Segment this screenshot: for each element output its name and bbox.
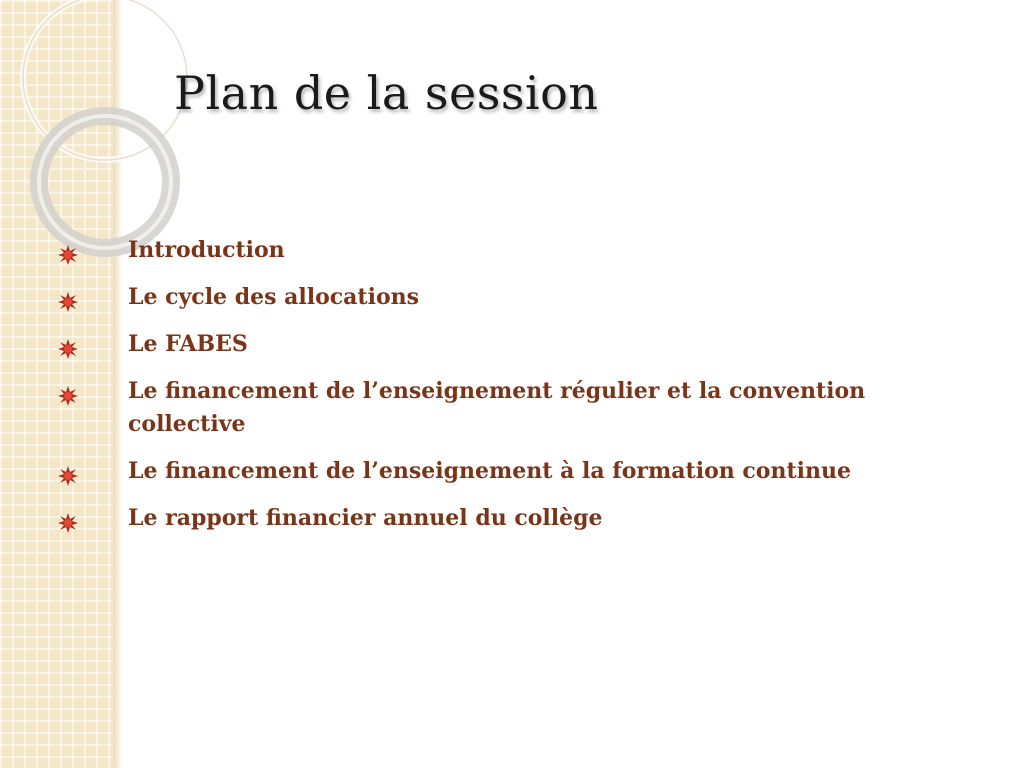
starburst-bullet-icon xyxy=(58,386,78,406)
agenda-item xyxy=(56,375,976,441)
agenda-item-text: Le financement de l’enseignement régulier et la convention collective xyxy=(128,378,866,437)
starburst-bullet-icon xyxy=(58,245,78,265)
starburst-bullet-icon xyxy=(58,466,78,486)
agenda-item xyxy=(56,328,976,361)
agenda-item-text: Le cycle des allocations xyxy=(128,284,420,310)
starburst-bullet-icon xyxy=(58,292,78,312)
agenda-item-text: Le financement de l’enseignement à la formation continue xyxy=(128,458,851,484)
starburst-bullet-icon xyxy=(58,339,78,359)
agenda-item xyxy=(56,234,976,267)
agenda-item xyxy=(56,281,976,314)
agenda-item-text: Le FABES xyxy=(128,331,248,357)
decorative-rings xyxy=(0,0,200,260)
agenda-item-text: Introduction xyxy=(128,237,285,263)
starburst-bullet-icon xyxy=(58,513,78,533)
agenda-item xyxy=(56,455,976,488)
agenda-item-text: Le rapport financier annuel du collège xyxy=(128,505,603,531)
slide-title: Plan de la session xyxy=(174,66,599,120)
agenda-item xyxy=(56,502,976,535)
agenda-list xyxy=(56,234,976,549)
